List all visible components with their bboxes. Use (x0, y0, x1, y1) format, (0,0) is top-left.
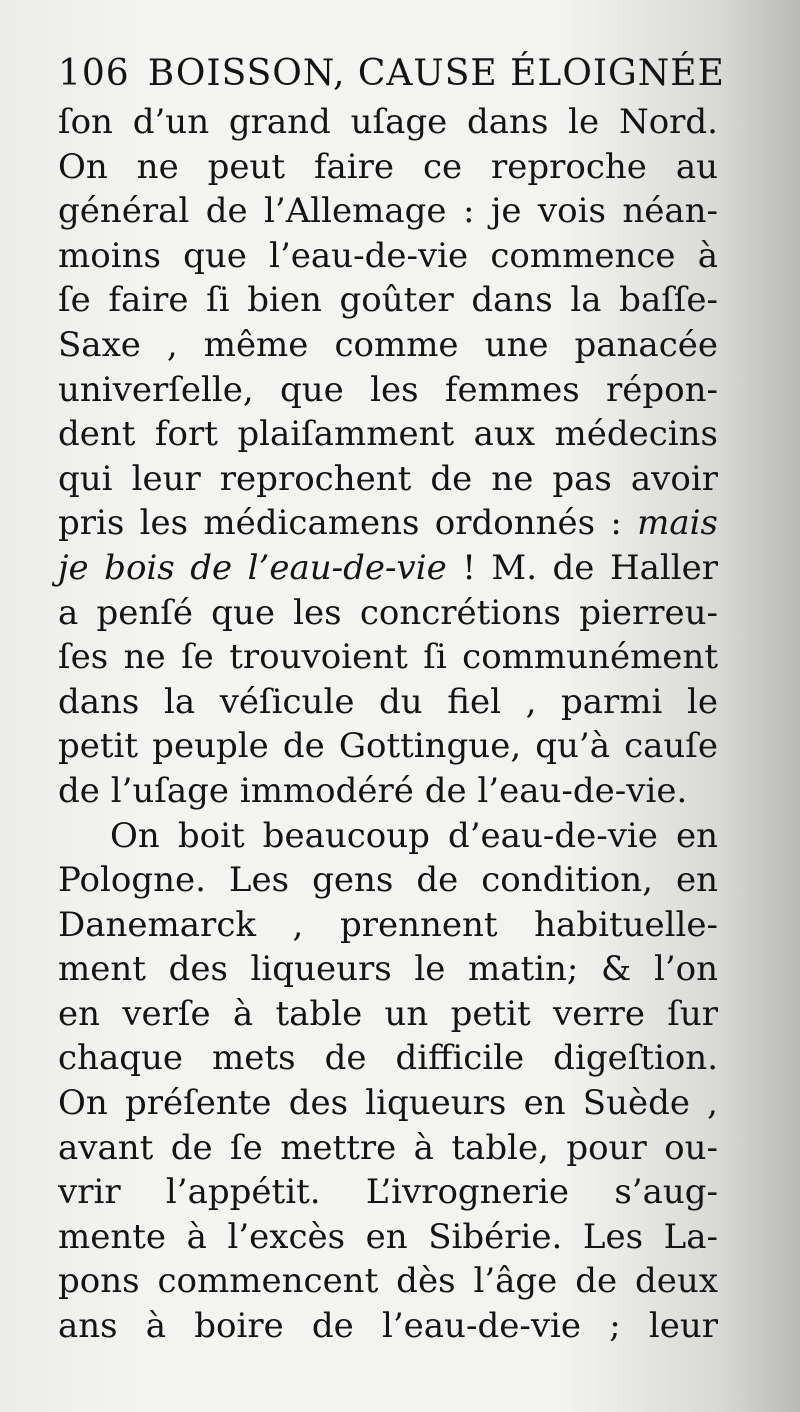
text-line: général de l’Allemage : je vois néan- (58, 191, 718, 232)
text-line: ſon d’un grand uſage dans le Nord. (58, 102, 718, 142)
text-line: petit peuple de Gottingue, qu’à cauſe (58, 726, 718, 767)
text-line: univerſelle, que les femmes répon- (58, 369, 718, 410)
text-line: On ne peut faire ce reproche au (58, 146, 718, 187)
text-line: ment des liqueurs le matin; & l’on (58, 949, 718, 990)
text-line: chaque mets de difficile digeſtion. (58, 1038, 718, 1079)
line-segment: pris les médicamens ordonnés : (58, 503, 638, 544)
paragraph-first-line: On boit beaucoup d’eau-de-vie en (110, 815, 718, 856)
text-line: dent fort plaiſamment aux médecins (58, 414, 718, 455)
text-line: ſes ne ſe trouvoient ſi communément (58, 637, 718, 678)
text-line: Pologne. Les gens de condition, en (58, 860, 718, 901)
text-line: ſe faire ſi bien goûter dans la baſſe- (58, 280, 718, 321)
text-line: en verſe à table un petit verre ſur (58, 993, 718, 1034)
italic-quote: je bois de l’eau-de-vie (58, 547, 447, 588)
text-line: avant de ſe mettre à table, pour ou- (58, 1127, 718, 1168)
page-number: 106 (58, 53, 130, 94)
text-line: pons commencent dès l’âge de deux (58, 1261, 718, 1302)
text-line: dans la véſicule du fiel , parmi le (58, 681, 718, 722)
italic-quote: mais (637, 503, 718, 544)
text-line: Saxe , même comme une panacée (58, 324, 718, 365)
text-line (58, 546, 718, 591)
text-line: qui leur reprochent de ne pas avoir (58, 458, 718, 499)
text-line: a penſé que les concrétions pierreu- (58, 592, 718, 633)
text-line: vrir l’appétit. L’ivrognerie s’aug- (58, 1172, 718, 1213)
text-line (58, 501, 718, 546)
running-title: BOISSON, CAUSE ÉLOIGNÉE (147, 53, 725, 94)
body-text (58, 100, 718, 1349)
text-line: Danemarck , prennent habituelle- (58, 904, 718, 945)
line-segment: ! M. de Haller (446, 547, 718, 588)
text-line: mente à l’excès en Sibérie. Les La- (58, 1216, 718, 1257)
running-header (58, 48, 748, 100)
text-line: On préſente des liqueurs en Suède , (58, 1083, 718, 1124)
text-line: de l’uſage immodéré de l’eau-de-vie. (58, 770, 688, 811)
text-line: ans à boire de l’eau-de-vie ; leur (58, 1306, 718, 1347)
text-line: moins que l’eau-de-vie commence à (58, 235, 718, 276)
